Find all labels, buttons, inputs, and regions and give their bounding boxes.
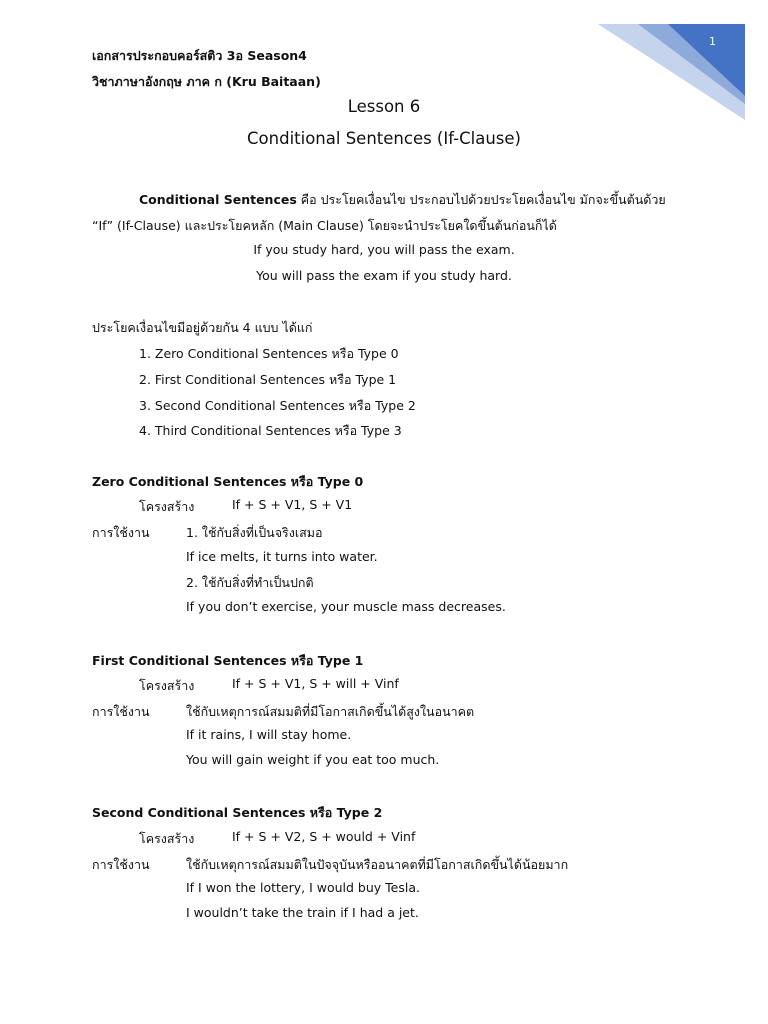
header-course: เอกสารประกอบคอร์สติว 3อ Season4 [92, 48, 307, 63]
zero-usage-label: การใช้งาน [92, 525, 150, 540]
header-subject: วิชาภาษาอังกฤษ ภาค ก (Kru Baitaan) [92, 74, 321, 89]
second-usage-label: การใช้งาน [92, 857, 150, 872]
second-usage: ใช้กับเหตุการณ์สมมติในปัจจุบันหรืออนาคตที่มีโอกาสเกิดขึ้นได้น้อยมาก [186, 857, 569, 872]
intro-line-1-rest: คือ ประโยคเงื่อนไข ประกอบไปด้วยประโยคเงื่อนไข มักจะขึ้นต้นด้วย [296, 192, 666, 207]
second-formula: If + S + V2, S + would + Vinf [232, 829, 416, 844]
first-structure-label: โครงสร้าง [139, 678, 195, 693]
zero-example-1: If ice melts, it turns into water. [186, 549, 378, 564]
types-list-item: 3. Second Conditional Sentences หรือ Type 2 [139, 398, 416, 413]
second-heading: Second Conditional Sentences หรือ Type 2 [92, 805, 383, 820]
first-formula: If + S + V1, S + will + Vinf [232, 676, 399, 691]
intro-term: Conditional Sentences [139, 192, 297, 207]
zero-heading: Zero Conditional Sentences หรือ Type 0 [92, 474, 364, 489]
topic-title: Conditional Sentences (If-Clause) [247, 129, 521, 148]
intro-example-1: If you study hard, you will pass the exam. [253, 242, 515, 257]
zero-usage-1: 1. ใช้กับสิ่งที่เป็นจริงเสมอ [186, 525, 323, 540]
first-heading: First Conditional Sentences หรือ Type 1 [92, 653, 364, 668]
zero-usage-2: 2. ใช้กับสิ่งที่ทำเป็นปกติ [186, 575, 314, 590]
second-structure-label: โครงสร้าง [139, 831, 195, 846]
zero-structure-label: โครงสร้าง [139, 499, 195, 514]
types-intro: ประโยคเงื่อนไขมีอยู่ด้วยกัน 4 แบบ ได้แก่ [92, 320, 313, 335]
second-example-2: I wouldn’t take the train if I had a jet. [186, 905, 419, 920]
types-list-item: 4. Third Conditional Sentences หรือ Type 3 [139, 423, 402, 438]
intro-line-2: “If” (If-Clause) และประโยคหลัก (Main Clause) โดยจะนำประโยคใดขึ้นต้นก่อนก็ได้ [92, 218, 557, 233]
lesson-title: Lesson 6 [347, 97, 421, 116]
types-list-item: 2. First Conditional Sentences หรือ Type 1 [139, 372, 397, 387]
intro-example-2: You will pass the exam if you study hard. [256, 268, 512, 283]
types-list-item: 1. Zero Conditional Sentences หรือ Type 0 [139, 346, 399, 361]
zero-example-2: If you don’t exercise, your muscle mass decreases. [186, 599, 506, 614]
first-usage-label: การใช้งาน [92, 704, 150, 719]
first-usage: ใช้กับเหตุการณ์สมมติที่มีโอกาสเกิดขึ้นได้สูงในอนาคต [186, 704, 475, 719]
first-example-1: If it rains, I will stay home. [186, 727, 352, 742]
first-example-2: You will gain weight if you eat too much. [186, 752, 440, 767]
intro-line-1 [139, 190, 666, 210]
page-number: 1 [709, 35, 716, 48]
zero-formula: If + S + V1, S + V1 [232, 497, 353, 512]
second-example-1: If I won the lottery, I would buy Tesla. [186, 880, 420, 895]
